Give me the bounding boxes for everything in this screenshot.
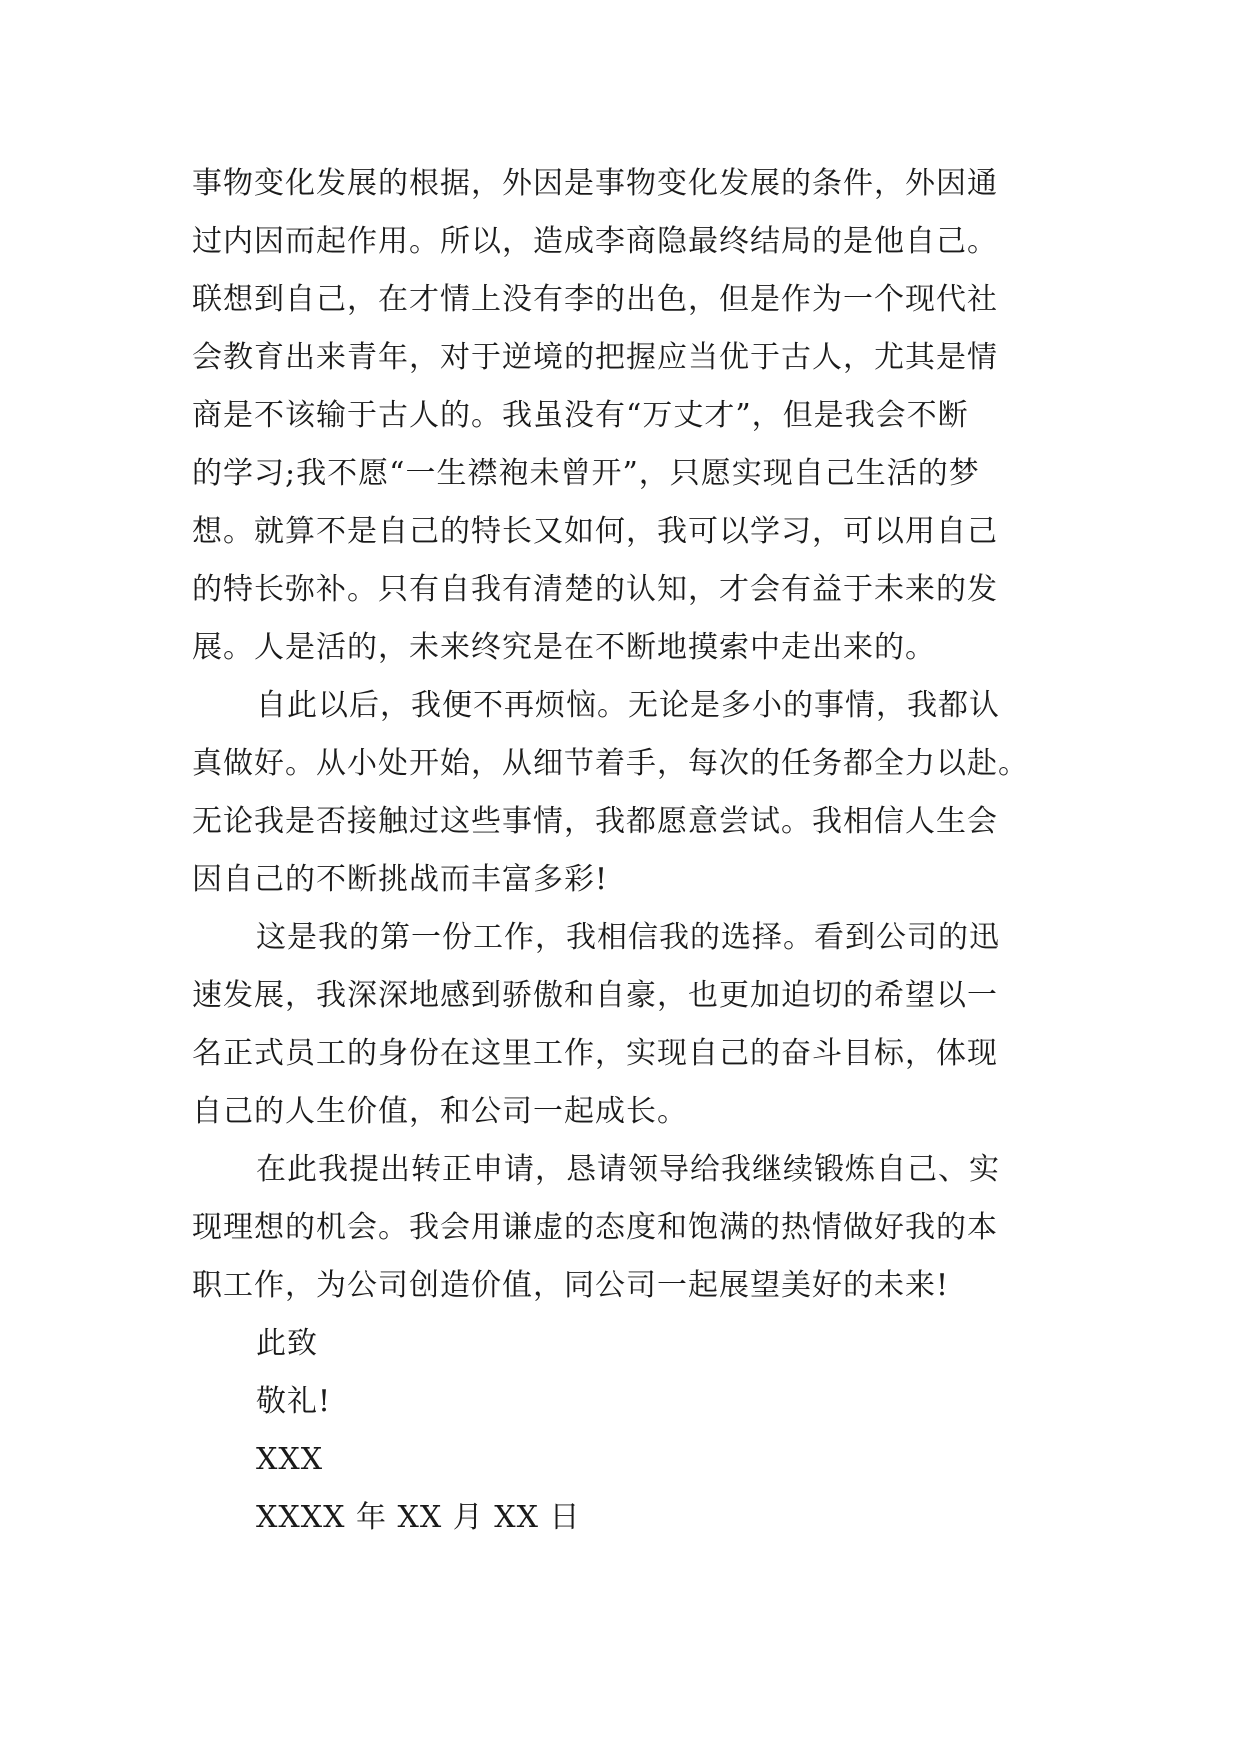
text-line: 因自己的不断挑战而丰富多彩! <box>192 862 609 897</box>
letter-body <box>192 155 1072 1547</box>
text-line: 想。就算不是自己的特长又如何，我可以学习，可以用自己 <box>192 514 998 549</box>
text-line: 的特长弥补。只有自我有清楚的认知，才会有益于未来的发 <box>192 572 998 607</box>
text-line: 职工作，为公司创造价值，同公司一起展望美好的未来! <box>192 1268 950 1303</box>
date: XXXX 年 XX 月 XX 日 <box>256 1500 581 1535</box>
text-line: 现理想的机会。我会用谦虚的态度和饱满的热情做好我的本 <box>192 1210 998 1245</box>
text-line: 会教育出来青年，对于逆境的把握应当优于古人，尤其是情 <box>192 340 998 375</box>
text-line: 过内因而起作用。所以，造成李商隐最终结局的是他自己。 <box>192 224 998 259</box>
paragraph-start-line: 自此以后，我便不再烦恼。无论是多小的事情，我都认 <box>256 688 1000 723</box>
signature: XXX <box>256 1442 324 1477</box>
text-line: 速发展，我深深地感到骄傲和自豪，也更加迫切的希望以一 <box>192 978 998 1013</box>
text-line: 展。人是活的，未来终究是在不断地摸索中走出来的。 <box>192 630 936 665</box>
text-line: 的学习;我不愿“一生襟袍未曾开”，只愿实现自己生活的梦 <box>192 456 980 491</box>
paragraph-start-line: 这是我的第一份工作，我相信我的选择。看到公司的迅 <box>256 920 1000 955</box>
closing-regards: 敬礼! <box>256 1384 332 1419</box>
text-line: 真做好。从小处开始，从细节着手，每次的任务都全力以赴。 <box>192 746 1029 781</box>
text-line: 商是不该输于古人的。我虽没有“万丈才”，但是我会不断 <box>192 398 969 433</box>
text-line: 名正式员工的身份在这里工作，实现自己的奋斗目标，体现 <box>192 1036 998 1071</box>
text-line: 事物变化发展的根据，外因是事物变化发展的条件，外因通 <box>192 166 998 201</box>
text-line: 无论我是否接触过这些事情，我都愿意尝试。我相信人生会 <box>192 804 998 839</box>
text-line: 自己的人生价值，和公司一起成长。 <box>192 1094 688 1129</box>
paragraph-start-line: 在此我提出转正申请，恳请领导给我继续锻炼自己、实 <box>256 1152 1000 1187</box>
closing-salutation: 此致 <box>256 1326 318 1361</box>
text-line: 联想到自己，在才情上没有李的出色，但是作为一个现代社 <box>192 282 998 317</box>
